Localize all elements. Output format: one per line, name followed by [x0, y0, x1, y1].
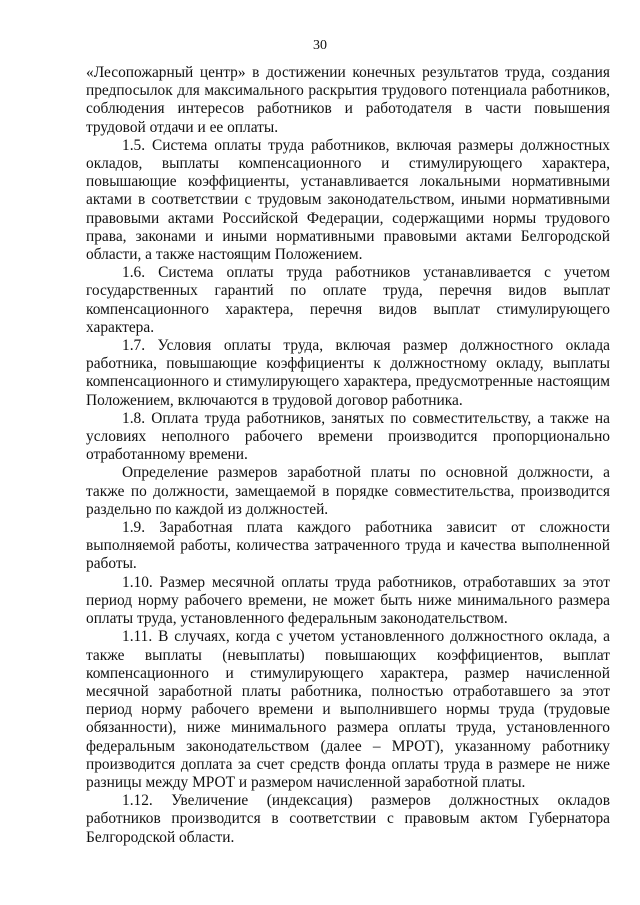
paragraph: 1.6. Система оплаты труда работников устанавливается с учетом государственных гарантий по оплате труда, перечня видов выплат компенсационного характера, перечня видов выплат стимулирующего характера.	[86, 264, 610, 336]
document-body	[86, 64, 610, 847]
paragraph: 1.9. Заработная плата каждого работника зависит от сложности выполняемой работы, количества затраченного труда и качества выполненной работы.	[86, 519, 610, 573]
paragraph: 1.5. Система оплаты труда работников, включая размеры должностных окладов, выплаты компенсационного и стимулирующего характера, повышающие коэффициенты, устанавливается локальными нормативными актами в соответствии с трудовым законодательством, иными нормативными правовыми актами Российской Федерации, содержащими нормы трудового права, законами и иными нормативными правовыми актами Белгородской области, а также настоящим Положением.	[86, 136, 610, 264]
paragraph: 1.12. Увеличение (индексация) размеров должностных окладов работников производится в соответствии с правовым актом Губернатора Белгородской области.	[86, 792, 610, 846]
paragraph: 1.10. Размер месячной оплаты труда работников, отработавших за этот период норму рабочего времени, не может быть ниже минимального размера оплаты труда, установленного федеральным законодательством.	[86, 573, 610, 628]
paragraph: 1.7. Условия оплаты труда, включая размер должностного оклада работника, повышающие коэффициенты к должностному окладу, выплаты компенсационного и стимулирующего характера, предусмотренные настоящим Положением, включаются в трудовой договор работника.	[86, 337, 610, 409]
paragraph: 1.8. Оплата труда работников, занятых по совместительству, а также на условиях неполного рабочего времени производится пропорционально отработанному времени.	[86, 409, 610, 464]
paragraph: Определение размеров заработной платы по основной должности, а также по должности, замещаемой в порядке совместительства, производится раздельно по каждой из должностей.	[86, 464, 610, 518]
page-number: 30	[313, 38, 327, 53]
paragraph: «Лесопожарный центр» в достижении конечных результатов труда, создания предпосылок для максимального раскрытия трудового потенциала работников, соблюдения интересов работников и работодателя в части повышения трудовой отдачи и ее оплаты.	[86, 64, 610, 136]
paragraph: 1.11. В случаях, когда с учетом установленного должностного оклада, а также выплаты (невыплаты) повышающих коэффициентов, выплат компенсационного и стимулирующего характера, размер начисленной месячной заработной платы работника, полностью отработавшего за этот период норму рабочего времени и выполнившего нормы труда (трудовые обязанности), ниже минимального размера оплаты труда, установленного федеральным законодательством (далее – МРОТ), указанному работнику производится доплата за счет средств фонда оплаты труда в размере не ниже разницы между МРОТ и размером начисленной заработной платы.	[86, 628, 610, 791]
